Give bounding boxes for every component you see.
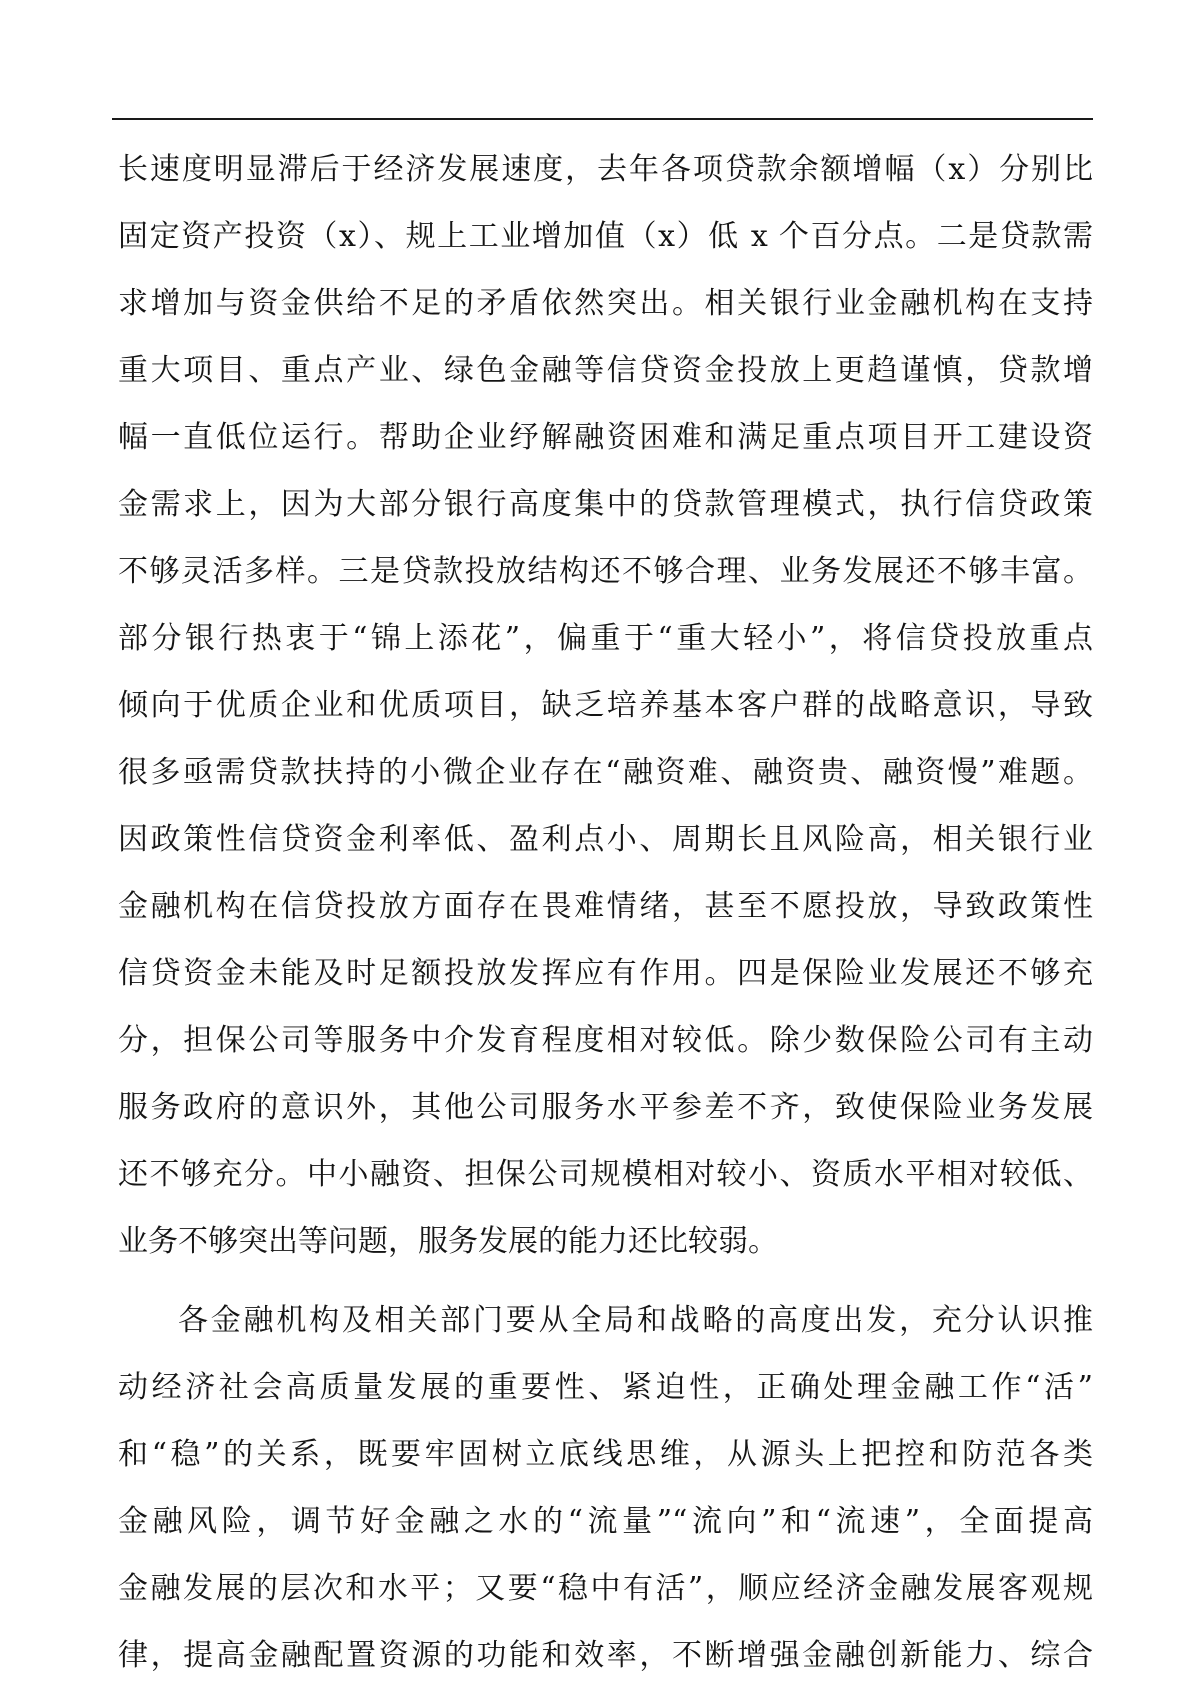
text-line: 倾向于优质企业和优质项目，缺乏培养基本客户群的战略意识，导致 <box>118 688 1093 723</box>
text-line: 不够灵活多样。三是贷款投放结构还不够合理、业务发展还不够丰富。 <box>118 554 1093 589</box>
text-line: 金融发展的层次和水平；又要“稳中有活”，顺应经济金融发展客观规 <box>118 1571 1093 1606</box>
text-line: 律，提高金融配置资源的功能和效率，不断增强金融创新能力、综合 <box>118 1638 1093 1673</box>
text-line: 分，担保公司等服务中介发育程度相对较低。除少数保险公司有主动 <box>118 1023 1093 1058</box>
text-line: 部分银行热衷于“锦上添花”，偏重于“重大轻小”，将信贷投放重点 <box>118 621 1093 656</box>
text-line: 金融风险，调节好金融之水的“流量”“流向”和“流速”，全面提高 <box>118 1504 1093 1539</box>
text-line: 固定资产投资（x）、规上工业增加值（x）低 x 个百分点。二是贷款需 <box>118 219 1093 254</box>
text-line: 长速度明显滞后于经济发展速度，去年各项贷款余额增幅（x）分别比 <box>118 152 1093 187</box>
header-rule <box>112 118 1093 120</box>
paragraph-gap <box>118 1275 1093 1287</box>
text-line: 求增加与资金供给不足的矛盾依然突出。相关银行业金融机构在支持 <box>118 286 1093 321</box>
text-line: 各金融机构及相关部门要从全局和战略的高度出发，充分认识推 <box>178 1303 1093 1338</box>
text-line: 很多亟需贷款扶持的小微企业存在“融资难、融资贵、融资慢”难题。 <box>118 755 1093 790</box>
paragraph-2 <box>118 1287 1093 1689</box>
text-line: 因政策性信贷资金利率低、盈利点小、周期长且风险高，相关银行业 <box>118 822 1093 857</box>
text-line: 金融机构在信贷投放方面存在畏难情绪，甚至不愿投放，导致政策性 <box>118 889 1093 924</box>
paragraph-1 <box>118 136 1093 1275</box>
text-line: 幅一直低位运行。帮助企业纾解融资困难和满足重点项目开工建设资 <box>118 420 1093 455</box>
text-line: 动经济社会高质量发展的重要性、紧迫性，正确处理金融工作“活” <box>118 1370 1093 1405</box>
text-line: 业务不够突出等问题，服务发展的能力还比较弱。 <box>118 1224 778 1259</box>
text-line: 和“稳”的关系，既要牢固树立底线思维，从源头上把控和防范各类 <box>118 1437 1093 1472</box>
text-line: 服务政府的意识外，其他公司服务水平参差不齐，致使保险业务发展 <box>118 1090 1093 1125</box>
text-line: 还不够充分。中小融资、担保公司规模相对较小、资质水平相对较低、 <box>118 1157 1093 1192</box>
text-line: 重大项目、重点产业、绿色金融等信贷资金投放上更趋谨慎，贷款增 <box>118 353 1093 388</box>
text-line: 信贷资金未能及时足额投放发挥应有作用。四是保险业发展还不够充 <box>118 956 1093 991</box>
text-line: 金需求上，因为大部分银行高度集中的贷款管理模式，执行信贷政策 <box>118 487 1093 522</box>
document-body <box>118 136 1093 1689</box>
